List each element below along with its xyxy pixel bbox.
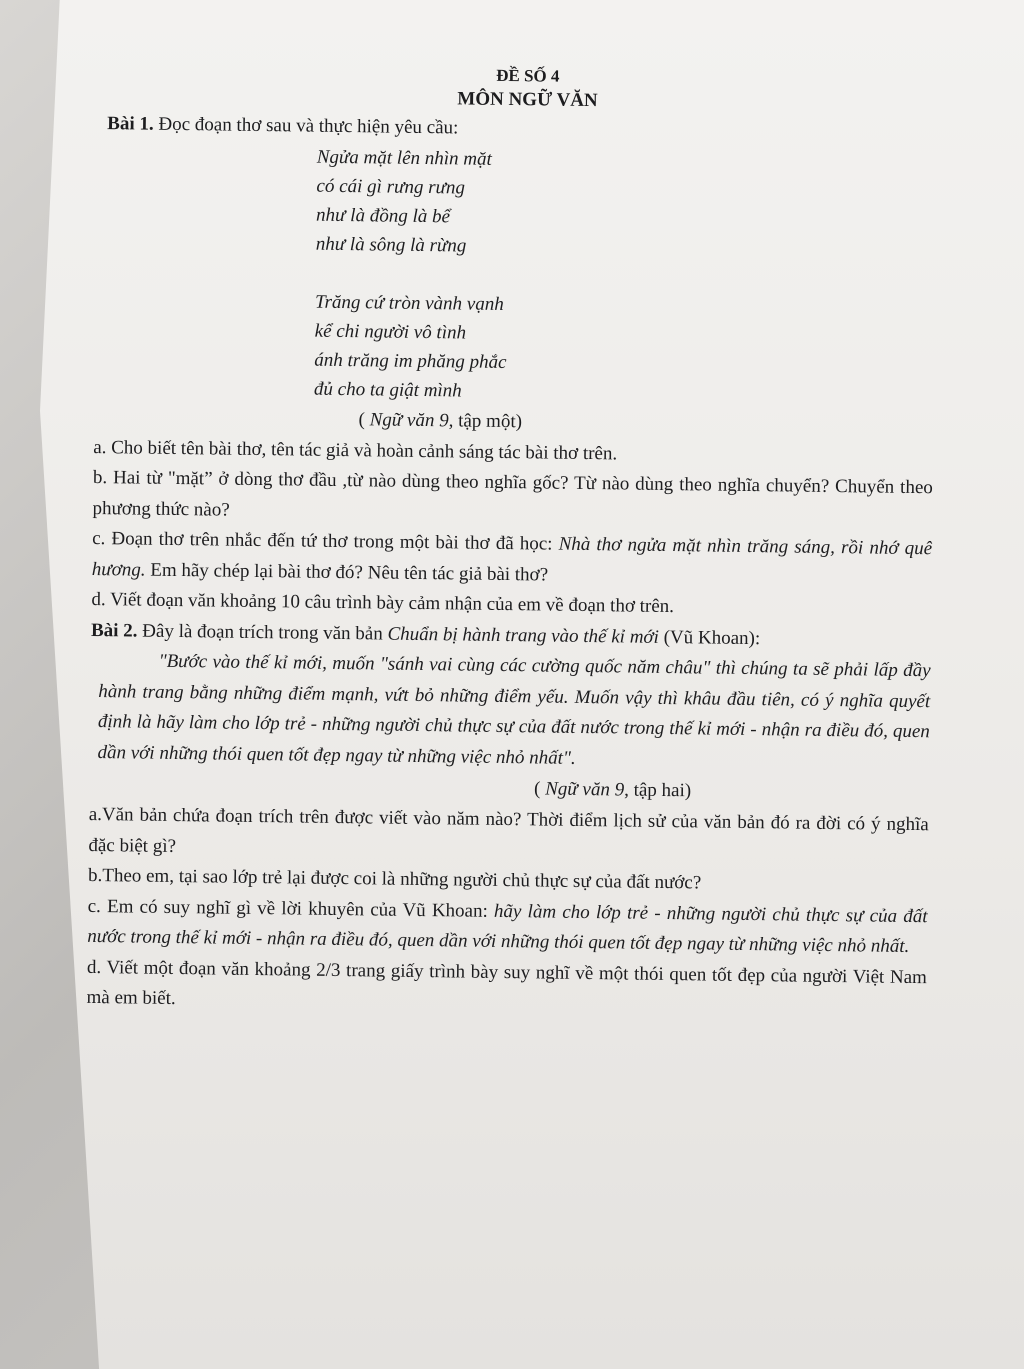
bai1-question-b: b. Hai từ "mặt” ở dòng thơ đầu ,từ nào dùng theo nghĩa gốc? Từ nào dùng theo nghĩa chuyển? Chuyển theo phương thức nào? bbox=[92, 466, 933, 521]
source-open: ( bbox=[533, 778, 546, 800]
source-book: Ngữ văn 9 bbox=[545, 778, 625, 801]
bai2-intro-italic: Chuẩn bị hành trang vào thế kỉ mới bbox=[387, 623, 660, 648]
bai1-title: Bài 1. bbox=[107, 113, 154, 135]
poem-line: ánh trăng im phăng phắc bbox=[314, 349, 507, 373]
bai2-qc-italic: hãy làm cho lớp trẻ - những người chủ thực sự của đất nước trong thế kỉ mới - nhận ra điều đó, quen dần với những thói quen tốt đẹp ngay từ những việc nhỏ nhất. bbox=[87, 900, 928, 957]
source-rest: , tập hai) bbox=[624, 779, 692, 802]
bai2-question-c bbox=[87, 891, 928, 962]
bai1-question-c bbox=[92, 524, 933, 595]
poem-line: như là sông là rừng bbox=[315, 233, 467, 257]
poem-line: Ngửa mặt lên nhìn mặt bbox=[316, 146, 492, 170]
source-book: Ngữ văn 9 bbox=[369, 408, 449, 431]
bai2-question-a: a.Văn bản chứa đoạn trích trên được viết vào năm nào? Thời điểm lịch sử của văn bản đó ra đời có ý nghĩa đặc biệt gì? bbox=[88, 803, 929, 857]
bai1-qc-italic: Nhà thơ ngửa mặt nhìn trăng sáng, rồi nhớ quê hương. bbox=[91, 533, 933, 581]
exam-number: ĐỀ SỐ 4 bbox=[496, 65, 560, 86]
poem-line: kể chi người vô tình bbox=[314, 320, 467, 344]
bai2-quote-text: "Bước vào thế kỉ mới, muốn "sánh vai cùng các cường quốc năm châu" thì chúng ta sẽ phải lấp đầy hành trang bằng những điểm mạnh, vứt bỏ những điểm yếu. Muốn vậy thì khâu đầu tiên, có ý nghĩa quyết định là hãy làm cho lớp trẻ - những người chủ thực sự của đất nước trong thế kỉ mới - nhận ra điều đó, quen dần với những thói quen tốt đẹp ngay từ những việc nhỏ nhất". bbox=[97, 650, 931, 769]
document-body bbox=[86, 60, 938, 1024]
bai2-title: Bài 2. bbox=[90, 619, 138, 642]
bai2-intro-end: (Vũ Khoan): bbox=[658, 626, 761, 649]
poem bbox=[94, 139, 937, 410]
bai2-question-d: d. Viết một đoạn văn khoảng 2/3 trang giấy trình bày suy nghĩ về một thói quen tốt đẹp của người Việt Nam mà em biết. bbox=[86, 956, 927, 1010]
poem-line: Trăng cứ tròn vành vạnh bbox=[314, 291, 504, 315]
bai2-qc-start: c. Em có suy nghĩ gì về lời khuyên của Vũ Khoan: bbox=[87, 895, 495, 922]
bai1-question-a: a. Cho biết tên bài thơ, tên tác giả và hoàn cảnh sáng tác bài thơ trên. bbox=[93, 436, 618, 464]
poem-line: có cái gì rưng rưng bbox=[316, 175, 466, 198]
poem-line: như là đồng là bể bbox=[315, 204, 451, 227]
poem-line: đủ cho ta giật mình bbox=[313, 378, 462, 401]
source-rest: , tập một) bbox=[448, 409, 523, 432]
bai1-instruction: Đọc đoạn thơ sau và thực hiện yêu cầu: bbox=[153, 113, 459, 139]
bai1-qc-start: c. Đoạn thơ trên nhắc đến tứ thơ trong một bài thơ đã học: bbox=[92, 527, 559, 555]
bai2-intro-start: Đây là đoạn trích trong văn bản bbox=[137, 620, 388, 645]
bai1-qc-end: Em hãy chép lại bài thơ đó? Nêu tên tác giả bài thơ? bbox=[145, 559, 549, 586]
source-open: ( bbox=[358, 408, 370, 430]
bai2-question-b: b.Theo em, tại sao lớp trẻ lại được coi là những người chủ thực sự của đất nước? bbox=[87, 864, 702, 894]
bai1-question-d: d. Viết đoạn văn khoảng 10 câu trình bày cảm nhận của em về đoạn thơ trên. bbox=[91, 588, 675, 618]
bai2-quote bbox=[89, 646, 930, 778]
subject-title: MÔN NGỮ VĂN bbox=[457, 88, 598, 112]
